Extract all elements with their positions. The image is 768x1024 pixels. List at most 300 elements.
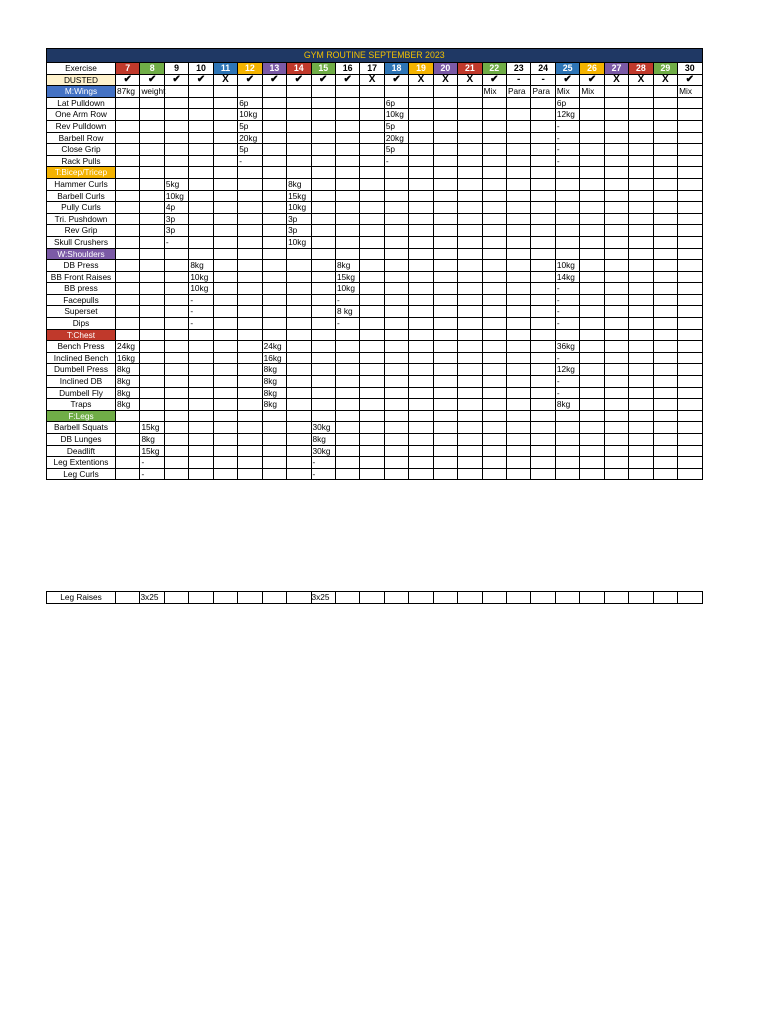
exercise-cell — [580, 364, 604, 376]
exercise-name: Rev Grip — [47, 225, 116, 237]
section-cell — [458, 248, 482, 260]
exercise-cell — [287, 109, 311, 121]
dusted-mark: ✔ — [116, 74, 140, 86]
section-cell — [189, 410, 213, 422]
exercise-cell — [189, 144, 213, 156]
exercise-cell — [555, 202, 579, 214]
exercise-cell — [140, 387, 164, 399]
section-cell — [482, 329, 506, 341]
exercise-cell — [458, 97, 482, 109]
exercise-cell — [482, 434, 506, 446]
exercise-cell — [311, 306, 335, 318]
exercise-cell — [531, 144, 555, 156]
exercise-cell — [433, 468, 457, 480]
exercise-cell — [580, 97, 604, 109]
exercise-cell — [604, 225, 628, 237]
exercise-cell: 3x25 — [311, 592, 335, 604]
exercise-cell: - — [555, 318, 579, 330]
exercise-cell — [482, 306, 506, 318]
exercise-cell — [629, 132, 653, 144]
section-cell — [604, 329, 628, 341]
exercise-cell — [604, 306, 628, 318]
exercise-cell — [262, 120, 286, 132]
exercise-cell: 16kg — [262, 352, 286, 364]
exercise-cell — [287, 132, 311, 144]
section-cell: Mix — [678, 86, 702, 98]
exercise-cell — [531, 236, 555, 248]
exercise-cell — [262, 97, 286, 109]
exercise-cell — [653, 387, 677, 399]
exercise-cell — [482, 155, 506, 167]
exercise-cell — [409, 468, 433, 480]
exercise-cell — [482, 387, 506, 399]
exercise-cell — [433, 178, 457, 190]
section-cell — [653, 86, 677, 98]
section-cell — [287, 410, 311, 422]
exercise-cell — [531, 132, 555, 144]
exercise-name: Inclined Bench — [47, 352, 116, 364]
section-cell — [653, 167, 677, 179]
section-cell — [409, 86, 433, 98]
exercise-name: Tri. Pushdown — [47, 213, 116, 225]
exercise-cell: 8kg — [116, 364, 140, 376]
exercise-cell — [360, 97, 384, 109]
exercise-cell — [311, 190, 335, 202]
exercise-cell — [384, 341, 408, 353]
exercise-cell — [213, 294, 237, 306]
exercise-cell — [262, 457, 286, 469]
exercise-cell — [482, 399, 506, 411]
exercise-cell: 10kg — [189, 283, 213, 295]
section-cell — [433, 248, 457, 260]
exercise-cell — [678, 306, 702, 318]
exercise-cell — [311, 120, 335, 132]
exercise-cell — [164, 260, 188, 272]
exercise-cell: 8kg — [287, 178, 311, 190]
exercise-cell — [189, 468, 213, 480]
exercise-cell — [409, 387, 433, 399]
exercise-cell — [433, 434, 457, 446]
exercise-cell — [580, 457, 604, 469]
exercise-cell — [311, 283, 335, 295]
exercise-cell — [482, 341, 506, 353]
exercise-cell — [433, 213, 457, 225]
exercise-cell — [458, 271, 482, 283]
exercise-cell — [629, 352, 653, 364]
exercise-name: Barbell Curls — [47, 190, 116, 202]
exercise-cell — [213, 422, 237, 434]
exercise-name: DB Lunges — [47, 434, 116, 446]
exercise-cell: 8kg — [262, 387, 286, 399]
exercise-cell — [140, 283, 164, 295]
section-cell — [678, 329, 702, 341]
exercise-cell — [311, 364, 335, 376]
exercise-cell — [507, 364, 531, 376]
exercise-cell — [604, 236, 628, 248]
section-cell — [531, 410, 555, 422]
section-cell: Mix — [555, 86, 579, 98]
exercise-name: Barbell Squats — [47, 422, 116, 434]
section-cell — [531, 167, 555, 179]
exercise-cell — [384, 213, 408, 225]
exercise-cell — [189, 178, 213, 190]
exercise-cell — [189, 109, 213, 121]
dusted-mark: ✔ — [164, 74, 188, 86]
exercise-cell — [189, 457, 213, 469]
header-label: Exercise — [47, 63, 116, 75]
exercise-cell — [482, 236, 506, 248]
exercise-cell — [287, 306, 311, 318]
exercise-cell — [409, 434, 433, 446]
exercise-cell — [384, 399, 408, 411]
exercise-cell — [287, 592, 311, 604]
exercise-cell — [238, 457, 262, 469]
exercise-cell — [262, 213, 286, 225]
exercise-cell — [360, 178, 384, 190]
exercise-name: BB Front Raises — [47, 271, 116, 283]
exercise-cell — [507, 225, 531, 237]
exercise-cell — [604, 445, 628, 457]
exercise-cell — [164, 341, 188, 353]
exercise-cell — [531, 271, 555, 283]
exercise-cell — [140, 202, 164, 214]
exercise-cell: 16kg — [116, 352, 140, 364]
section-cell — [213, 86, 237, 98]
exercise-cell — [629, 294, 653, 306]
exercise-name: One Arm Row — [47, 109, 116, 121]
exercise-cell — [140, 260, 164, 272]
exercise-cell — [507, 468, 531, 480]
exercise-cell — [653, 592, 677, 604]
exercise-cell: - — [555, 120, 579, 132]
exercise-cell — [482, 109, 506, 121]
exercise-cell — [555, 178, 579, 190]
exercise-cell — [238, 236, 262, 248]
exercise-cell — [116, 283, 140, 295]
exercise-cell — [604, 457, 628, 469]
exercise-cell — [262, 318, 286, 330]
exercise-cell — [458, 178, 482, 190]
exercise-cell — [482, 468, 506, 480]
exercise-cell — [604, 341, 628, 353]
exercise-cell — [653, 306, 677, 318]
exercise-cell — [507, 341, 531, 353]
exercise-cell — [384, 306, 408, 318]
exercise-cell — [580, 190, 604, 202]
exercise-cell — [580, 399, 604, 411]
section-cell — [311, 167, 335, 179]
exercise-cell — [287, 271, 311, 283]
exercise-cell — [507, 132, 531, 144]
section-cell — [653, 410, 677, 422]
dusted-mark: ✔ — [238, 74, 262, 86]
section-cell — [360, 167, 384, 179]
exercise-cell — [433, 387, 457, 399]
exercise-cell — [580, 306, 604, 318]
section-cell — [555, 329, 579, 341]
exercise-name: Close Grip — [47, 144, 116, 156]
exercise-cell — [213, 178, 237, 190]
day-header: 15 — [311, 63, 335, 75]
exercise-cell — [507, 445, 531, 457]
exercise-cell — [238, 294, 262, 306]
exercise-cell — [629, 306, 653, 318]
exercise-name: Skull Crushers — [47, 236, 116, 248]
section-cell — [335, 248, 359, 260]
exercise-cell — [409, 132, 433, 144]
exercise-name: Deadlift — [47, 445, 116, 457]
exercise-cell: 6p — [384, 97, 408, 109]
exercise-cell — [604, 468, 628, 480]
exercise-cell — [409, 445, 433, 457]
exercise-cell — [360, 283, 384, 295]
section-cell — [262, 86, 286, 98]
exercise-cell — [653, 434, 677, 446]
exercise-cell — [238, 213, 262, 225]
exercise-cell — [116, 318, 140, 330]
exercise-cell — [629, 364, 653, 376]
exercise-cell — [629, 271, 653, 283]
section-cell — [384, 248, 408, 260]
exercise-cell — [164, 422, 188, 434]
exercise-cell: - — [555, 306, 579, 318]
exercise-cell — [433, 202, 457, 214]
exercise-cell — [629, 144, 653, 156]
exercise-cell — [287, 376, 311, 388]
exercise-cell — [335, 422, 359, 434]
exercise-cell — [262, 445, 286, 457]
exercise-cell — [555, 213, 579, 225]
exercise-cell — [287, 352, 311, 364]
exercise-cell — [629, 155, 653, 167]
exercise-cell — [409, 352, 433, 364]
exercise-cell: 8kg — [189, 260, 213, 272]
exercise-cell — [580, 341, 604, 353]
day-header: 10 — [189, 63, 213, 75]
exercise-cell — [507, 155, 531, 167]
exercise-cell — [678, 387, 702, 399]
exercise-cell — [458, 283, 482, 295]
exercise-cell — [531, 109, 555, 121]
exercise-cell — [482, 318, 506, 330]
exercise-cell — [409, 109, 433, 121]
exercise-cell: - — [555, 144, 579, 156]
exercise-cell — [531, 434, 555, 446]
exercise-cell: - — [555, 352, 579, 364]
exercise-cell — [311, 271, 335, 283]
exercise-cell — [238, 283, 262, 295]
exercise-cell — [189, 422, 213, 434]
exercise-cell — [262, 271, 286, 283]
exercise-cell — [507, 190, 531, 202]
exercise-cell — [262, 225, 286, 237]
exercise-cell — [433, 376, 457, 388]
exercise-cell — [311, 97, 335, 109]
exercise-cell — [653, 318, 677, 330]
exercise-cell — [287, 283, 311, 295]
exercise-cell — [213, 318, 237, 330]
section-cell — [604, 167, 628, 179]
exercise-cell — [360, 190, 384, 202]
exercise-cell — [458, 306, 482, 318]
exercise-cell — [335, 592, 359, 604]
dusted-mark: ✔ — [335, 74, 359, 86]
exercise-cell — [287, 445, 311, 457]
exercise-cell — [287, 294, 311, 306]
day-header: 29 — [653, 63, 677, 75]
exercise-cell: 24kg — [262, 341, 286, 353]
exercise-cell — [409, 178, 433, 190]
section-cell — [678, 248, 702, 260]
exercise-cell — [653, 97, 677, 109]
exercise-cell — [653, 155, 677, 167]
exercise-cell — [629, 399, 653, 411]
day-header: 22 — [482, 63, 506, 75]
section-cell — [384, 410, 408, 422]
exercise-cell — [384, 260, 408, 272]
exercise-cell — [311, 294, 335, 306]
exercise-cell — [189, 364, 213, 376]
exercise-cell: 8 kg — [335, 306, 359, 318]
exercise-cell — [116, 445, 140, 457]
section-cell — [653, 248, 677, 260]
exercise-cell — [653, 468, 677, 480]
exercise-cell — [555, 434, 579, 446]
exercise-cell — [287, 422, 311, 434]
exercise-cell — [360, 445, 384, 457]
section-cell — [287, 167, 311, 179]
exercise-cell — [580, 271, 604, 283]
exercise-cell — [482, 271, 506, 283]
section-cell — [629, 86, 653, 98]
exercise-cell — [678, 190, 702, 202]
section-cell — [458, 329, 482, 341]
exercise-cell — [213, 97, 237, 109]
exercise-cell — [287, 468, 311, 480]
exercise-cell — [458, 445, 482, 457]
exercise-cell — [384, 225, 408, 237]
exercise-cell — [678, 468, 702, 480]
exercise-cell — [433, 132, 457, 144]
exercise-cell — [458, 236, 482, 248]
dusted-mark: ✔ — [678, 74, 702, 86]
exercise-cell — [335, 178, 359, 190]
exercise-cell — [653, 399, 677, 411]
exercise-cell — [287, 318, 311, 330]
section-cell — [262, 329, 286, 341]
exercise-cell — [311, 225, 335, 237]
exercise-cell: 10kg — [164, 190, 188, 202]
exercise-cell — [629, 422, 653, 434]
section-cell — [189, 167, 213, 179]
section-cell — [164, 86, 188, 98]
exercise-cell — [580, 109, 604, 121]
exercise-cell — [580, 236, 604, 248]
section-cell: weight — [141, 86, 166, 97]
exercise-cell — [604, 592, 628, 604]
exercise-cell — [482, 283, 506, 295]
exercise-cell — [629, 283, 653, 295]
section-cell — [409, 167, 433, 179]
exercise-cell — [213, 132, 237, 144]
exercise-cell — [189, 376, 213, 388]
exercise-cell — [116, 202, 140, 214]
exercise-cell: 8kg — [116, 376, 140, 388]
exercise-cell — [360, 434, 384, 446]
exercise-cell — [335, 445, 359, 457]
exercise-cell — [507, 271, 531, 283]
exercise-cell — [531, 155, 555, 167]
exercise-cell: - — [311, 468, 335, 480]
exercise-cell — [653, 364, 677, 376]
exercise-cell: 5p — [384, 120, 408, 132]
exercise-cell — [189, 592, 213, 604]
section-cell — [678, 167, 702, 179]
exercise-cell — [140, 376, 164, 388]
section-cell — [580, 248, 604, 260]
exercise-cell — [213, 592, 237, 604]
exercise-cell — [531, 422, 555, 434]
exercise-cell — [238, 202, 262, 214]
exercise-cell — [653, 213, 677, 225]
exercise-cell — [311, 260, 335, 272]
exercise-cell — [116, 97, 140, 109]
day-header: 26 — [580, 63, 604, 75]
dusted-mark: X — [629, 74, 653, 86]
section-cell — [189, 248, 213, 260]
exercise-cell — [287, 260, 311, 272]
section-cell — [360, 86, 384, 98]
section-cell — [482, 167, 506, 179]
exercise-cell — [604, 120, 628, 132]
exercise-cell — [678, 341, 702, 353]
exercise-cell — [458, 422, 482, 434]
exercise-cell — [311, 318, 335, 330]
day-header: 18 — [384, 63, 408, 75]
exercise-cell — [409, 364, 433, 376]
exercise-cell — [482, 445, 506, 457]
exercise-cell — [409, 144, 433, 156]
exercise-cell — [335, 132, 359, 144]
dusted-mark: ✔ — [311, 74, 335, 86]
exercise-cell — [531, 399, 555, 411]
exercise-cell — [678, 144, 702, 156]
exercise-cell: - — [140, 468, 164, 480]
exercise-cell — [116, 457, 140, 469]
exercise-cell — [384, 236, 408, 248]
exercise-cell — [311, 109, 335, 121]
day-header: 17 — [360, 63, 384, 75]
exercise-name: Traps — [47, 399, 116, 411]
exercise-cell — [384, 468, 408, 480]
routine-table — [46, 48, 703, 480]
exercise-cell: 15kg — [287, 190, 311, 202]
exercise-cell — [433, 190, 457, 202]
exercise-cell — [458, 155, 482, 167]
exercise-cell — [580, 468, 604, 480]
section-cell — [360, 329, 384, 341]
exercise-cell: 14kg — [555, 271, 579, 283]
section-cell — [335, 86, 359, 98]
section-cell — [262, 167, 286, 179]
exercise-cell — [384, 178, 408, 190]
exercise-cell — [604, 155, 628, 167]
exercise-cell — [507, 399, 531, 411]
exercise-cell — [238, 260, 262, 272]
exercise-cell — [433, 155, 457, 167]
exercise-cell — [360, 144, 384, 156]
exercise-cell — [604, 178, 628, 190]
